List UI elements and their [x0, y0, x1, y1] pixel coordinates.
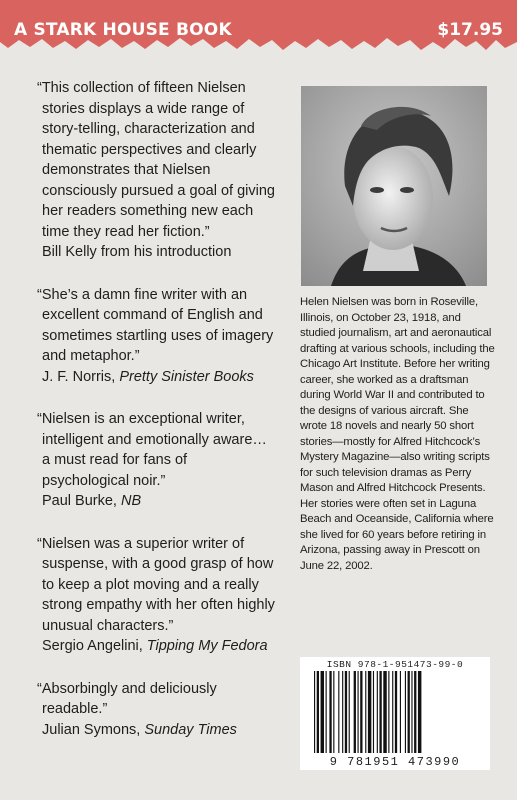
author-bio: Helen Nielsen was born in Roseville, Illinois, on October 23, 1918, and studied journalism, art and aeronautical drafting at various schools, including the Chicago Art Institute. Before her writing career, she worked as a draftsman during World War II and contributed to the designs of various aircraft. She wrote 18 novels and nearly 50 short stories—mostly for Alfred Hitchcock’s Mystery Magazine—also writing scripts for such television dramas as Perry Mason and Alfred Hitchcock Presents. Her stories were often set in Laguna Beach and Oceanside, California where she lived for 60 years before retiring in Arizona, passing away in Prescott on June 22, 2002. [300, 296, 495, 572]
barcode-bar [414, 671, 416, 753]
isbn-digits: 9 781951 473990 [329, 755, 461, 769]
quote-attribution [37, 367, 277, 388]
quote-block [37, 285, 277, 388]
barcode-bar [360, 671, 362, 753]
barcode-bar [329, 671, 331, 753]
barcode-bar [358, 671, 359, 753]
barcode-bar [349, 671, 350, 753]
barcode-bar [345, 671, 347, 753]
barcode-bar [408, 671, 410, 753]
quote-author: Paul Burke, [42, 493, 121, 509]
barcode-bar [388, 671, 389, 753]
barcode-bar [377, 671, 378, 753]
barcode-bar [395, 671, 397, 753]
quote-attribution [37, 242, 277, 263]
author-photo [301, 86, 487, 286]
quote-attribution [37, 491, 277, 512]
quote-text: “This collection of fifteen Nielsen stories displays a wide range of story-telling, characterization and thematic perspectives and clearly demonstrates that Nielsen consciously pursued a goal of giving her readers something new each time they read her fiction.” [37, 80, 275, 240]
barcode-bar [405, 671, 406, 753]
quote-source: Pretty Sinister Books [119, 368, 254, 385]
barcode-bar [333, 671, 334, 753]
barcode-bar [317, 671, 319, 753]
top-banner [0, 0, 517, 56]
barcode-bar [418, 671, 421, 753]
quote-block [37, 679, 277, 741]
barcode-bar [379, 671, 381, 753]
quote-author: J. F. Norris, [42, 368, 120, 385]
barcode-bar [326, 671, 327, 753]
review-quotes [37, 78, 277, 762]
barcode-bar [338, 671, 339, 753]
quote-source: Sunday Times [144, 721, 237, 738]
barcode-bar [400, 671, 401, 753]
quote-text: “Nielsen was a superior writer of suspense, with a good grasp of how to keep a plot moving and a really strong empathy with her often highly unusual characters.” [37, 535, 275, 634]
barcode-bar [342, 671, 343, 753]
quote-text: “Absorbingly and deliciously readable.” [37, 680, 217, 717]
quote-block [37, 534, 277, 657]
isbn-barcode [300, 657, 490, 770]
publisher-label: A STARK HOUSE BOOK [14, 20, 232, 40]
barcode-bar [411, 671, 412, 753]
quote-block [37, 78, 277, 263]
barcode-bar [368, 671, 371, 753]
barcode-bar [365, 671, 366, 753]
barcode-bar [354, 671, 356, 753]
barcode-bar [392, 671, 393, 753]
barcode-bar [321, 671, 324, 753]
isbn-label: ISBN 978-1-951473-99-0 [326, 659, 464, 670]
quote-author: Sergio Angelini, [42, 638, 147, 654]
quote-text: “She’s a damn fine writer with an excellent command of English and sometimes startling uses of imagery and metaphor.” [37, 286, 274, 364]
quote-block [37, 409, 277, 512]
quote-text: “Nielsen is an exceptional writer, intelligent and emotionally aware… a must read for fans of psychological noir.” [37, 411, 267, 489]
barcode-bars [314, 671, 476, 753]
quote-source: Tipping My Fedora [146, 638, 268, 654]
quote-author: Bill Kelly from his introduction [42, 244, 232, 260]
quote-author: Julian Symons, [42, 721, 145, 738]
quote-attribution [37, 636, 277, 657]
quote-source: NB [121, 493, 142, 509]
quote-attribution [37, 720, 277, 741]
barcode-bar [314, 671, 315, 753]
price-label: $17.95 [437, 20, 503, 40]
barcode-bar [383, 671, 386, 753]
barcode-bar [373, 671, 374, 753]
